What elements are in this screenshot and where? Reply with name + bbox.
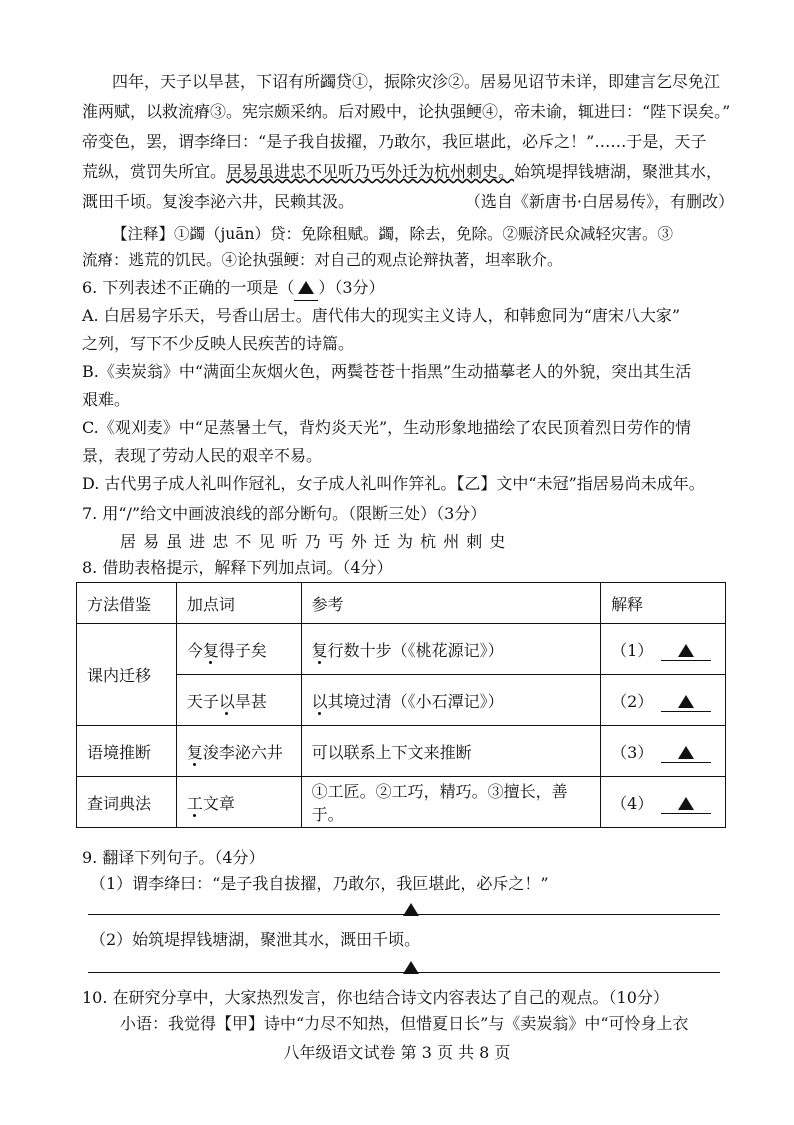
q10-line: 小语：我觉得【甲】诗中“力尽不知热，但惜夏日长”与《卖炭翁》中“可怜身上衣: [120, 1014, 689, 1033]
dotted-word: 以: [218, 691, 235, 711]
dotted-word: 以: [311, 691, 328, 711]
dotted-word: 复: [202, 640, 219, 660]
wavy-underlined-sentence: 居易虽进忠不见听乃丐外迁为杭州刺史。: [226, 162, 515, 181]
passage-source: （选自《新唐书·白居易传》，有删改）: [464, 192, 734, 211]
q6-option-a-cont: 之列，写下不少反映人民疾苦的诗篇。: [82, 334, 355, 353]
q6-option-c: C.《观刈麦》中“足蒸暑土气，背灼炎天光”，生动形象地描绘了农民顶着烈日劳作的情: [82, 418, 692, 437]
q6-option-a: A. 白居易字乐天，号香山居士。唐代伟大的现实主义诗人，和韩愈同为“唐宋八大家”: [82, 306, 681, 325]
dotted-word: 复: [186, 742, 203, 762]
answer-blank: [661, 692, 711, 712]
q6-option-c-cont: 景，表现了劳动人民的艰辛不易。: [82, 446, 323, 465]
answer-blank: [661, 743, 711, 763]
triangle-icon: [678, 746, 694, 759]
q8-table: [76, 582, 726, 828]
notes-line-1: 【注释】①蠲（juān）贷：免除租赋。蠲，除去，免除。②赈济民众减轻灾害。③: [112, 225, 674, 243]
header-explanation: 解释: [601, 583, 726, 624]
q6-stem: [82, 276, 734, 301]
answer-blank: [661, 641, 711, 661]
triangle-icon: [678, 644, 694, 657]
table-header-row: [77, 583, 726, 624]
q8-stem: 8. 借助表格提示，解释下列加点词。（4分）: [82, 558, 393, 577]
q6-option-b-cont: 艰难。: [82, 390, 131, 409]
dotted-word: 复: [311, 640, 328, 660]
table-row: [77, 777, 726, 828]
notes-line-2: 流瘠：逃荒的饥民。④论执强鲠：对自己的观点论辩执著，坦率耿介。: [82, 251, 563, 269]
header-method: 方法借鉴: [77, 583, 177, 624]
answer-line[interactable]: [88, 914, 720, 915]
word-cell: 天子以旱甚: [176, 675, 301, 726]
reference-cell: ①工匠。②工巧，精巧。③擅长，善于。: [301, 777, 600, 828]
q9-stem: 9. 翻译下列句子。（4分）: [82, 848, 265, 867]
q7-sentence: 居 易 虽 进 忠 不 见 听 乃 丐 外 迁 为 杭 州 刺 史: [120, 532, 507, 551]
method-cell: 语境推断: [77, 726, 177, 777]
q6-option-d: D. 古代男子成人礼叫作冠礼，女子成人礼叫作笄礼。【乙】文中“未冠”指居易尚未成年。: [82, 474, 705, 493]
reference-cell: 复行数十步（《桃花源记》）: [301, 624, 600, 675]
method-cell: 课内迁移: [77, 624, 177, 726]
q6-option-b: B.《卖炭翁》中“满面尘灰烟火色，两鬓苍苍十指黑”生动描摹老人的外貌，突出其生活: [82, 362, 692, 381]
triangle-icon: [678, 797, 694, 810]
answer-marker: [403, 958, 419, 977]
page-footer: 八年级语文试卷 第 3 页 共 8 页: [283, 1043, 511, 1062]
q9-sentence-2: （2）始筑堤捍钱塘湖，聚泄其水，溉田千顷。: [90, 930, 421, 949]
triangle-icon: [298, 281, 314, 294]
word-cell: 复浚李泌六井: [176, 726, 301, 777]
word-cell: 工文章: [176, 777, 301, 828]
answer-cell[interactable]: （4）: [601, 777, 726, 828]
answer-cell[interactable]: （3）: [601, 726, 726, 777]
triangle-icon: [678, 695, 694, 708]
answer-blank[interactable]: [294, 276, 318, 301]
header-word: 加点词: [176, 583, 301, 624]
passage-line-1: 四年，天子以旱甚，下诏有所蠲贷①，振除灾沴②。居易见诏节未详，即建言乞尽免江: [112, 72, 721, 91]
answer-marker: [403, 900, 419, 919]
dotted-word: 工: [186, 793, 203, 813]
passage-text: 荒纵，赏罚失所宜。: [82, 162, 227, 181]
answer-blank: [661, 794, 711, 814]
answer-cell[interactable]: （1）: [601, 624, 726, 675]
word-cell: 今复得子矣: [176, 624, 301, 675]
table-row: [77, 726, 726, 777]
passage-text: 始筑堤捍钱塘湖，聚泄其水，: [514, 162, 723, 181]
answer-line[interactable]: [88, 972, 720, 973]
reference-cell: 以其境过清（《小石潭记》）: [301, 675, 600, 726]
passage-line-2: 淮两赋，以救流瘠③。宪宗颇采纳。后对殿中，论执强鲠④，帝未谕，辄进曰：“陛下误矣。”: [82, 102, 731, 121]
q9-sentence-1: （1）谓李绛曰：“是子我自拔擢，乃敢尔，我叵堪此，必斥之！”: [90, 874, 549, 893]
passage-line-3: 帝变色，罢，谓李绛曰：“是子我自拔擢，乃敢尔，我叵堪此，必斥之！”……于是，天子: [82, 132, 707, 151]
q10-stem: 10. 在研究分享中，大家热烈发言，你也结合诗文内容表达了自己的观点。（10分）: [82, 988, 669, 1007]
passage-text: 溉田千顷。复浚李泌六井，民赖其汲。: [82, 192, 355, 211]
table-row: [77, 624, 726, 675]
answer-cell[interactable]: （2）: [601, 675, 726, 726]
passage-line-4: [82, 160, 734, 184]
header-reference: 参考: [301, 583, 600, 624]
q6-stem-score: ）（3分）: [318, 278, 385, 297]
method-cell: 查词典法: [77, 777, 177, 828]
reference-cell: 可以联系上下文来推断: [301, 726, 600, 777]
q6-stem-text: 6. 下列表述不正确的一项是（: [82, 278, 295, 297]
q7-stem: 7. 用“/”给文中画波浪线的部分断句。（限断三处）（3分）: [82, 504, 487, 523]
